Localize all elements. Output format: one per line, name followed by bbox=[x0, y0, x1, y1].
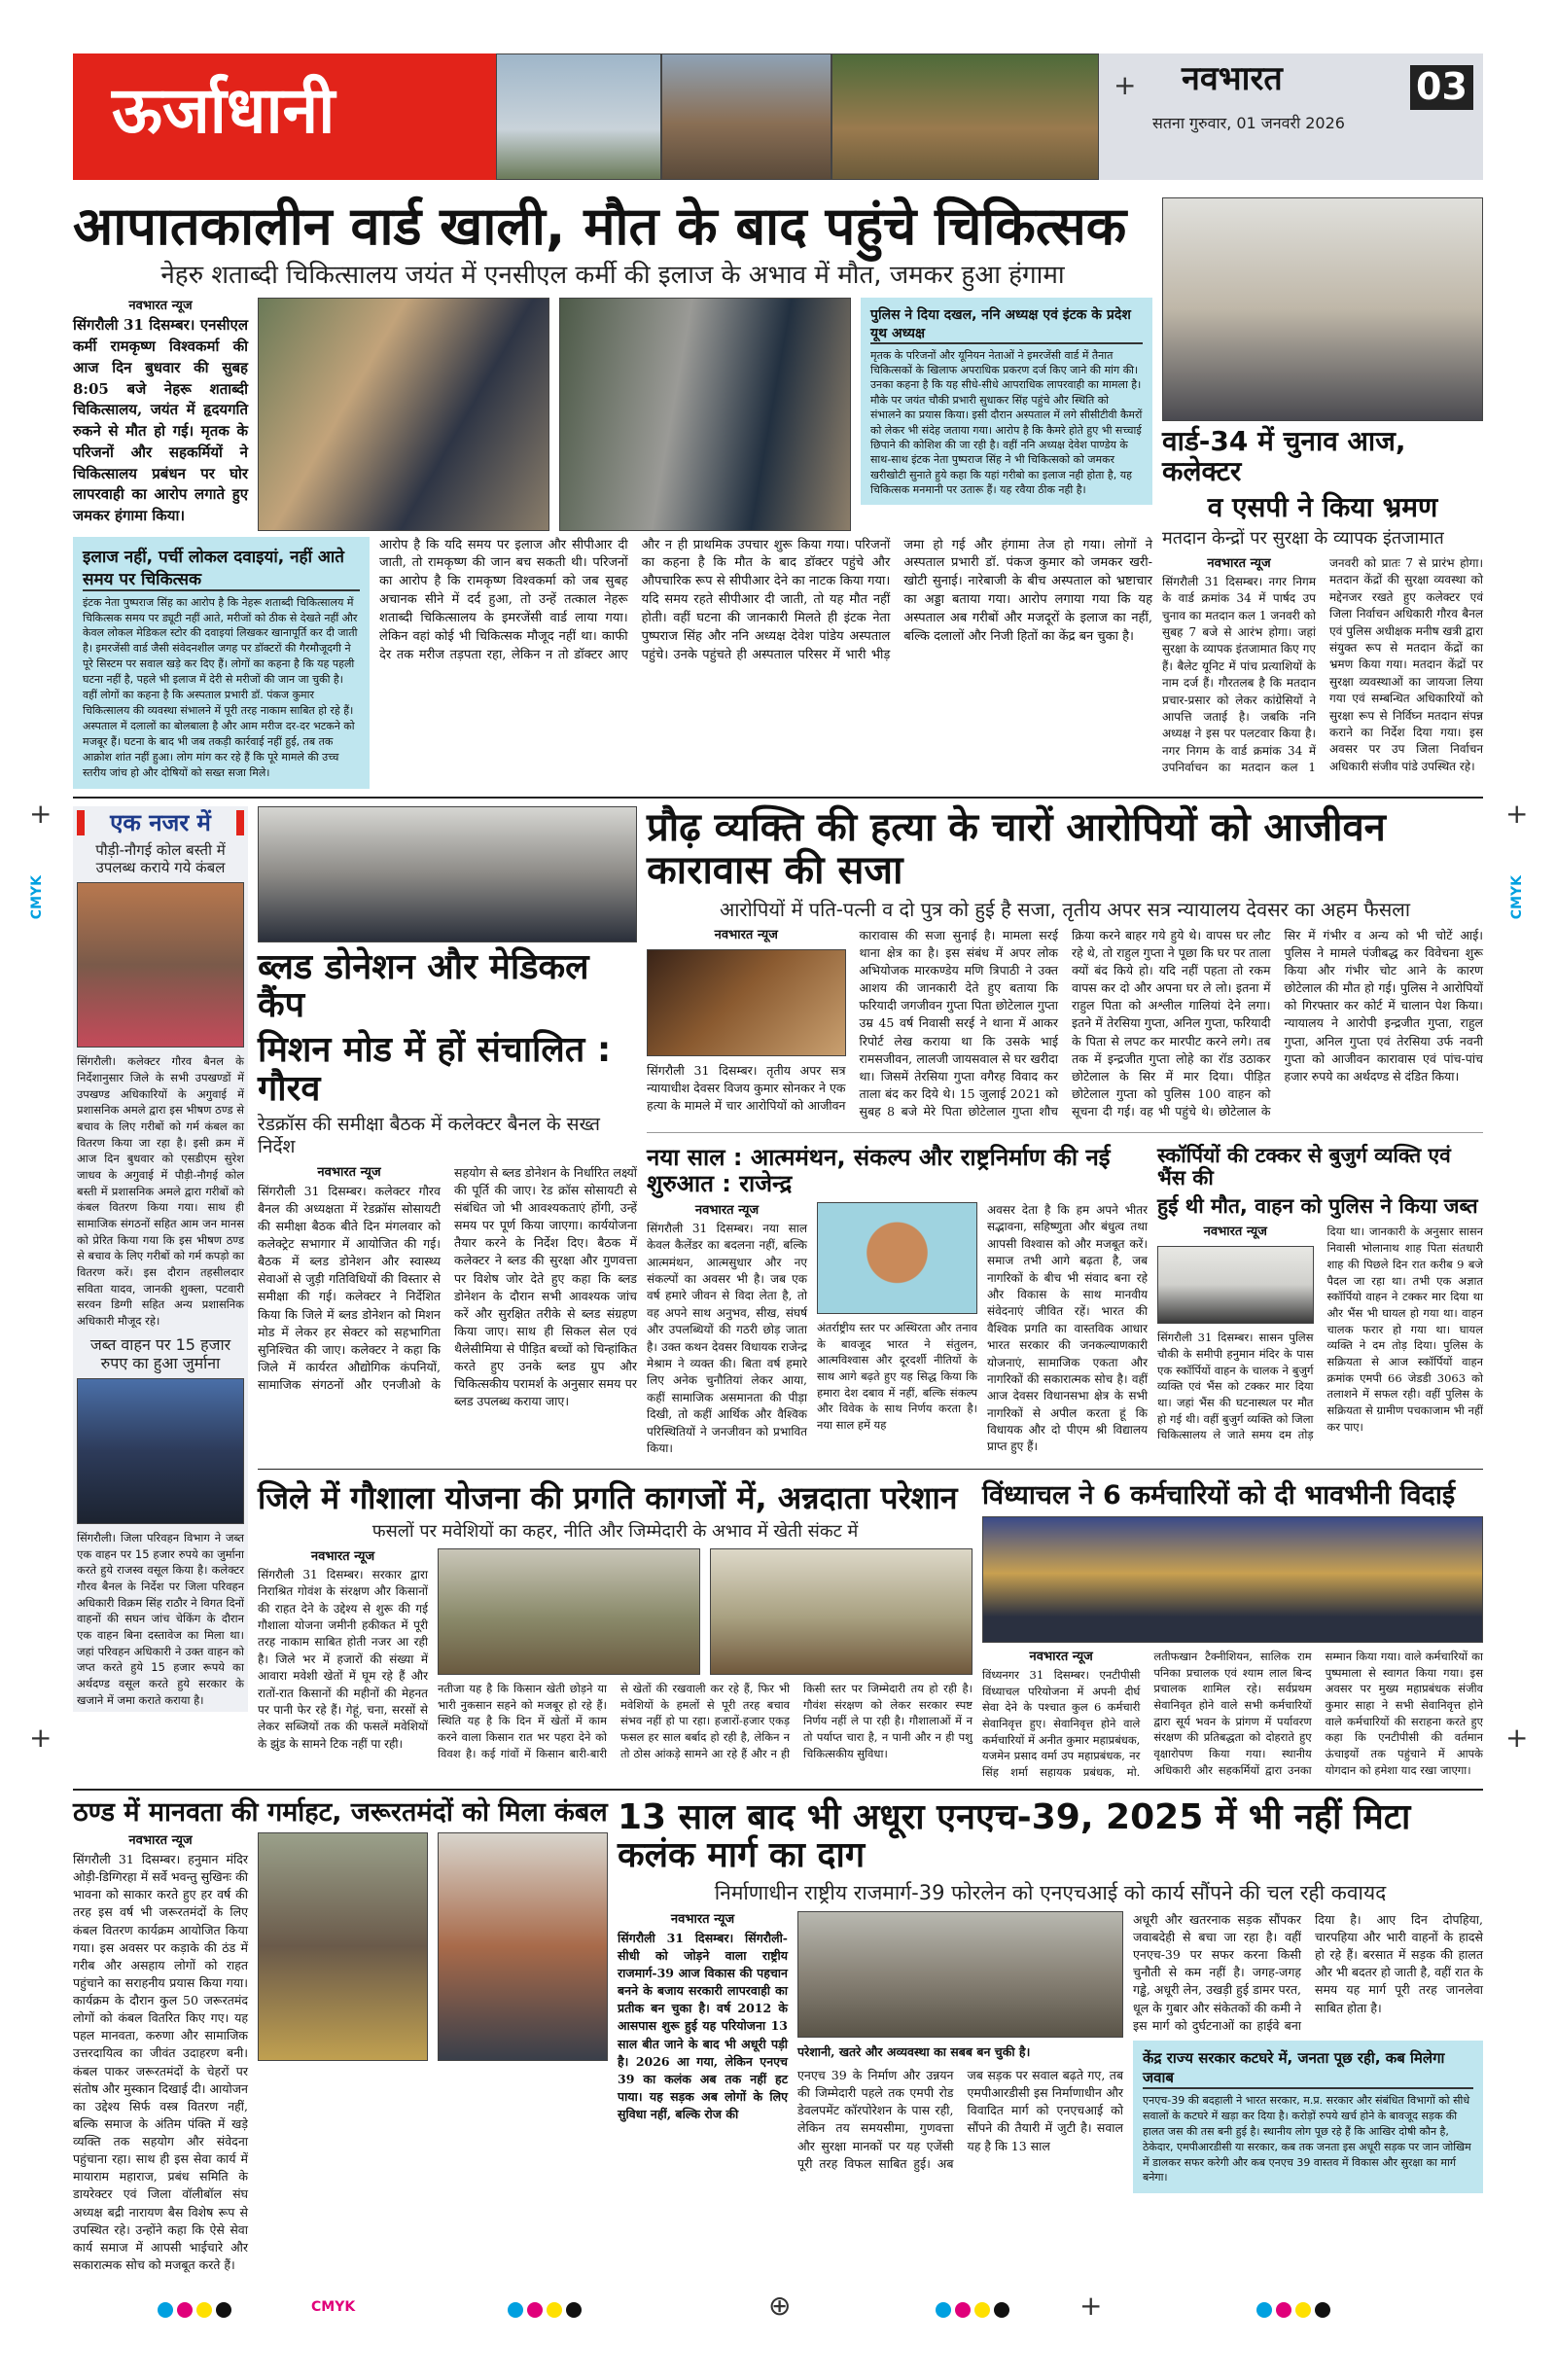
registration-mark: + bbox=[29, 798, 53, 830]
vindhyachal-body: नवभारत न्यूज विंध्यनगर 31 दिसम्बर। एनटीपीसी विंध्याचल परियोजना में अपनी दीर्घ सेवा देने के पश्चात कुल 6 कर्मचारी सेवानिवृत्त हुए। सेवानिवृत्त होने वाले कर्मचारियों में अनीत कुमार महाप्रबंधक, यजमेन प्रसाद वर्मा उप महाप्रबंधक, नर सिंह शर्मा सहायक प्रबंधक, मो. लतीफखान टैक्नीशियन, सालिक राम पनिका प्रचालक एवं श्याम लाल बिन्द प्रचालक शामिल रहे। सर्वप्रथम सेवानिवृत होने वाले सभी कर्मचारियों द्वारा सूर्य भवन के प्रांगण में पर्यावरण संरक्षण की प्रतिबद्धता को दोहराते हुए वृक्षारोपण किया गया। स्थानीय अधिकारी और सहकर्मियों द्वारा उनका सम्मान किया गया। वाले कर्मचारियों का पुष्पमाला से स्वागत किया गया। इस अवसर पर मुख्य महाप्रबंधक संजीव कुमार साहा ने सभी सेवानिवृत्त होने वाले कर्मचारियों की सराहना करते हुए कहा कि एनटीपीसी की वर्तमान ऊंचाइयों तक पहुंचाने में आपके योगदान को हमेशा याद रखा जाएगा। bbox=[982, 1649, 1483, 1779]
dateline: सतना गुरुवार, 01 जनवरी 2026 bbox=[1152, 114, 1345, 132]
cold-columns bbox=[73, 1832, 608, 2274]
blanket-photo-2 bbox=[438, 1832, 608, 2061]
nh39-road-photo bbox=[797, 1911, 1123, 2038]
blood-story bbox=[258, 806, 637, 1411]
registration-mark: ⊕ bbox=[768, 2290, 792, 2323]
cmyk-label-right: CMYK bbox=[1509, 875, 1525, 920]
nh39-right bbox=[1133, 1911, 1483, 2194]
vindhyachal-story bbox=[982, 1481, 1483, 1780]
nh39-body-mid: एनएच 39 के निर्माण और उन्नयन की जिम्मेदारी पहले तक एमपी रोड डेवलपमेंट कॉरपोरेशन के पास रही, लेकिन तय समयसीमा, गुणवत्ता और सुरक्षा मानकों पर यह एजेंसी पूरी तरह विफल साबित हुई। अब जब सड़क पर सवाल बढ़ते गए, तब एमपीआरडीसी इस निर्माणाधीन और विवादित मार्ग को एनएचआई को सौंपने की तैयारी में जुटी है। सवाल यह है कि 13 साल bbox=[797, 2068, 1123, 2171]
meeting-photo bbox=[258, 806, 637, 942]
gaushala-story bbox=[258, 1481, 972, 1761]
newyear-photo-caption: अंतर्राष्ट्रीय स्तर पर अस्थिरता और तनाव के बावजूद भारत ने संतुलन, आत्मविश्वास और दूरदर्शी नीतियों के साथ आगे बढ़ते हुए यह सिद्ध किया कि हमारा देश दबाव में नहीं, बल्कि संकल्प और विवेक के साथ निर्णय करता है। नया साल हमें यह bbox=[817, 1320, 977, 1433]
newyear-scorpio-row bbox=[647, 1145, 1483, 1457]
murder-subhead: आरोपियों में पति-पत्नी व दो पुत्र को हुई है सजा, तृतीय अपर सत्र न्यायालय देवसर का अहम फैसला bbox=[719, 897, 1410, 921]
ward34-subhead: मतदान केन्द्रों पर सुरक्षा के व्यापक इंतजामात bbox=[1162, 528, 1444, 550]
registration-mark: + bbox=[1114, 69, 1137, 101]
newyear-headline: नया साल : आत्ममंथन, संकल्प और राष्ट्रनिर्माण की नई शुरुआत : राजेन्द्र bbox=[647, 1144, 1111, 1197]
color-dots bbox=[934, 2302, 1011, 2322]
gaushala-headline: जिले में गौशाला योजना की प्रगति कागजों में, अन्नदाता परेशान bbox=[258, 1479, 958, 1517]
newyear-body-right: अवसर देता है कि हम अपने भीतर सद्भावना, सहिष्णुता और बंधुत्व तथा आपसी विश्वास को और मजबूत करें। समाज तभी आगे बढ़ता है, जब नागरिकों के बीच भी संवाद बना रहे और विकास के साथ मानवीय संवेदनाएं जीवित रहें। भारत की वैश्विक प्रगति का वास्तविक आधार भारत सरकार की जनकल्याणकारी योजनाएं, सामाजिक एकता और नागरिकों की सकारात्मक सोच है। वहीं आज देवसर विधानसभा क्षेत्र के सभी नागरिकों से अपील करता हूं कि विधायक और दो पीएम श्री विद्यालय प्राप्त हुए हैं। bbox=[987, 1202, 1148, 1454]
registration-mark: + bbox=[1505, 1722, 1529, 1754]
sidebar-item1-text: सिंगरौली। कलेक्टर गौरव बैनल के निर्देशानुसार जिले के सभी उपखण्डों में उपखण्ड अधिकारियों के अगुवाई में प्रशासनिक अमले द्वारा इस भीषण ठण्ड से बचाव के लिए गरीबों को गर्म कंबल का वितरण किया जा रहा है। इसी क्रम में आज दिन बुधवार को एसडीएम सुरेश जाधव के अगुवाई में पौड़ी-नौगई कोल बस्ती में प्रशासनिक अमले द्वारा गरीबों को कंबल वितरण किया गया। साथ ही सामाजिक संगठनों सहित आम जन मानस को प्रेरित किया गया कि इस भीषण ठण्ड से बचाव के लिए गरीबों को गर्म कपड़ो का वितरण करें। इस दौरान तहसीलदार सविता यादव, जानकी शुक्ला, पटवारी सरवन डिग्गी सहित अन्य प्रशासनिक अधिकारी मौजूद रहे। bbox=[77, 1054, 244, 1328]
lead-intro: नवभारत न्यूज सिंगरौली 31 दिसम्बर। एनसीएल कर्मी रामकृष्ण विश्वकर्मा की आज दिन बुधवार की सुबह 8:05 बजे नेहरू शताब्दी चिकित्सालय, जयंत में हृदयगति रुकने से मौत हो गई। मृतक के परिजनों और सहकर्मियों ने चिकित्सालय प्रबंधन पर घोर लापरवाही का आरोप लगाते हुए जमकर हंगामा किया। bbox=[73, 298, 248, 525]
divider bbox=[73, 797, 1483, 799]
middle-lower bbox=[258, 1481, 1483, 1780]
ward34-headline-1: वार्ड-34 में चुनाव आज, कलेक्टर bbox=[1162, 425, 1406, 487]
nh39-story bbox=[618, 1798, 1483, 2194]
gavel-photo bbox=[647, 949, 846, 1056]
middle-upper bbox=[258, 806, 1483, 1457]
gaushala-columns bbox=[258, 1548, 972, 1761]
scorpio-body: नवभारत न्यूज सिंगरौली 31 दिसम्बर। सासन पुलिस चौकी के समीपी हनुमान मंदिर के पास एक स्कॉर्पियों वाहन के चालक ने बुजुर्ग व्यक्ति एवं भैंस को टक्कर मार दिया था। जहां भैंस की घटनास्थल पर मौत हो गई थी। वहीं बुजुर्ग व्यक्ति को जिला चिकित्सालय ले जाते समय दम तोड़ दिया था। जानकारी के अनुसार सासन निवासी भोलानाथ शाह पिता संतधारी शाह की पिछले दिन रात करीब 9 बजे पैदल जा रहा था। तभी एक अज्ञात स्कॉर्पियो वाहन ने टक्कर मार दिया था और भैंस भी घायल हो गया था। वाहन चालक फरार हो गया था। घायल व्यक्ति ने दम तोड़ दिया। पुलिस के सक्रियता से आज स्कॉर्पियों वाहन क्रमांक एमपी 66 जेडडी 3063 को तलाशने में सफल रही। वहीं पुलिस के सक्रियता से ग्रामीण पचकाजाम भी नहीं कर पाए। bbox=[1157, 1225, 1483, 1442]
nh39-body-left: नवभारत न्यूज सिंगरौली 31 दिसम्बर। सिंगरौली-सीधी को जोड़ने वाला राष्ट्रीय राजमार्ग-39 आज विकास की पहचान बनने के बजाय सरकारी लापरवाही का प्रतीक बन चुका है। वर्ष 2012 के आसपास शुरू हुई यह परियोजना 13 साल बीत जाने के बाद भी अधूरी पड़ी है। 2026 आ गया, लेकिन एनएच 39 का कलंक अब तक नहीं हट पाया। यह सड़क अब लोगों के लिए सुविधा नहीं, बल्कि रोज की bbox=[618, 1911, 788, 2121]
nh39-subhead: निर्माणाधीन राष्ट्रीय राजमार्ग-39 फोरलेन को एनएचआई को कार्य सौंपने की चल रही कवायद bbox=[714, 1880, 1387, 1904]
nh39-body-right: अधूरी और खतरनाक सड़क सौंपकर जवाबदेही से बचा जा रहा है। वहीं एनएच-39 पर सफर करना किसी चुनौती से कम नहीं है। जगह-जगह गड्ढे, अधूरी लेन, उखड़ी हुई डामर परत, धूल के गुबार और संकेतकों की कमी ने इस मार्ग को दुर्घटनाओं का हाईवे बना दिया है। आए दिन दोपहिया, चारपहिया और भारी वाहनों के हादसे हो रहे हैं। बरसात में सड़क की हालत और भी बदतर हो जाती है, वहीं रात के समय यह मार्ग पूरी तरह जानलेवा साबित होता है। bbox=[1133, 1911, 1483, 2033]
section-title: ऊर्जाधानी bbox=[112, 72, 336, 148]
registration-mark: + bbox=[1079, 2290, 1103, 2323]
color-dots bbox=[506, 2302, 584, 2322]
scorpio-headline-2: हुई थी मौत, वाहन को पुलिस ने किया जब्त bbox=[1157, 1194, 1478, 1219]
cold-story bbox=[73, 1798, 608, 2275]
scorpio-headline-1: स्कॉर्पियों की टक्कर से बुजुर्ग व्यक्ति एवं भैंस की bbox=[1157, 1144, 1451, 1190]
ward34-headline-2: व एसपी ने किया भ्रमण bbox=[1207, 490, 1438, 523]
cattle-photo-1 bbox=[438, 1548, 700, 1675]
murder-headline: प्रौढ़ व्यक्ति की हत्या के चारों आरोपियों को आजीवन कारावास की सजा bbox=[647, 804, 1386, 893]
blood-headline-1: ब्लड डोनेशन और मेडिकल कैंप bbox=[258, 946, 589, 1026]
right-stories bbox=[647, 806, 1483, 1457]
nh39-mid bbox=[797, 1911, 1123, 2173]
nh39-box: केंद्र राज्य सरकार कटघरे में, जनता पूछ रही, कब मिलेगा जवाब एनएच-39 की बदहाली ने भारत सरकार, म.प्र. सरकार और संबंधित विभागों को सीधे सवालों के कटघरे में खड़ा कर दिया है। करोड़ों रुपये खर्च होने के बावजूद सड़क की हालत जस की तस बनी हुई है। स्थानीय लोग पूछ रहे हैं कि आखिर दोषी कौन है, ठेकेदार, एमपीआरडीसी या सरकार, कब तक जनता इस अधूरी सड़क पर जान जोखिम में डालकर सफर करेगी और कब एनएच 39 वास्तव में विकास और सुरक्षा का मार्ग बनेगा। bbox=[1133, 2041, 1483, 2194]
divider bbox=[647, 1132, 1483, 1133]
lead-subhead: नेहरु शताब्दी चिकित्सालय जयंत में एनसीएल कर्मी की इलाज के अभाव में मौत, जमकर हुआ हंगामा bbox=[160, 261, 1065, 291]
gaushala-body-left: नवभारत न्यूज सिंगरौली 31 दिसम्बर। सरकार द्वारा निराश्रित गोवंश के संरक्षण और किसानों की राहत देने के उद्देश्य से शुरू की गई गौशाला योजना जमीनी हकीकत में पूरी तरह नाकाम साबित होती नजर आ रही है। जिले भर में हजारों की संख्या में आवारा मवेशी खेतों में घूम रहे हैं और रातों-रात किसानों की महीनों की मेहनत पर पानी फेर रहे हैं। गेहूं, चना, सरसों से लेकर सब्जियों तक की फसलें मवेशियों के झुंड के सामने टिक नहीं पा रही। bbox=[258, 1549, 428, 1751]
masthead bbox=[73, 53, 1483, 180]
page-number: 03 bbox=[1410, 65, 1473, 110]
lead-body: आरोप है कि यदि समय पर इलाज और सीपीआर दी जाती, तो रामकृष्ण की जान बच सकती थी। परिजनों का आरोप है कि रामकृष्ण विश्वकर्मा को जब सुबह अचानक सीने में दर्द हुआ, तो उन्हें तत्काल नेहरू शताब्दी चिकित्सालय के इमरजेंसी वार्ड लाया गया। लेकिन वहां कोई भी चिकित्सक मौजूद नहीं था। काफी देर तक मरीज तड़पता रहा, लेकिन न तो डॉक्टर आए और न ही प्राथमिक उपचार शुरू किया गया। परिजनों का कहना है कि मौत के बाद डॉक्टर पहुंचे और औपचारिक रूप से सीपीआर देने का नाटक किया गया। यदि समय रहते सीपीआर दी जाती, तो यह मौत नहीं होती। वहीं घटना की जानकारी मिलते ही इंटक नेता पुष्पराज सिंह और ननि अध्यक्ष देवेश पांडेय अस्पताल पहुंचे। उनके पहुंचते ही अस्पताल परिसर में भारी भीड़ जमा हो गई और हंगामा तेज हो गया। लोगों ने अस्पताल प्रभारी डॉ. पंकज कुमार को जमकर खरी-खोटी सुनाई। नारेबाजी के बीच अस्पताल को भ्रष्टाचार का अड्डा बताया गया। आरोप लगाया गया कि यह अस्पताल अब गरीबों और मजदूरों के इलाज का नहीं, बल्कि दलालों और निजी हितों का केंद्र बन चुका है। bbox=[379, 537, 1152, 662]
color-dots bbox=[156, 2302, 233, 2322]
lead-photo-crowd-2 bbox=[559, 298, 851, 531]
newyear-photo-column bbox=[817, 1202, 977, 1434]
cmyk-label: CMYK bbox=[311, 2299, 356, 2316]
cmyk-label-left: CMYK bbox=[29, 875, 45, 920]
lead-headline: आपातकालीन वार्ड खाली, मौत के बाद पहुंचे चिकित्सक bbox=[73, 195, 1127, 257]
masthead-photo-chimneys bbox=[496, 53, 661, 180]
section-top bbox=[73, 197, 1483, 789]
sidebar-item2-headline: जब्त वाहन पर 15 हजार रुपए का हुआ जुर्माना bbox=[89, 1334, 231, 1372]
sidebar-item2-text: सिंगरौली। जिला परिवहन विभाग ने जब्त एक वाहन पर 15 हजार रुपये का जुर्माना करते हुये राजस्व वसूल किया है। कलेक्टर गौरव बैनल के निर्देश पर जिला परिवहन अधिकारी विक्रम सिंह राठौर ने विगत दिनों वाहनों की सघन जांच चेकिंग के दौरान एक वाहन बिना दस्तावेज का मिला था। जहां परिवहन अधिकारी ने उक्त वाहन को जप्त करते हुये 15 हजार रूपये का अर्थदण्ड वसूल करते हुये सरकार के खजाने में जमा कराते कराया है। bbox=[77, 1531, 244, 1707]
cattle-photos bbox=[438, 1548, 972, 1675]
nh39-headline: 13 साल बाद भी अधूरा एनएच-39, 2025 में भी नहीं मिटा कलंक मार्ग का दाग bbox=[618, 1796, 1411, 1876]
sidebar-item1-photo bbox=[77, 882, 244, 1048]
lead-top-row bbox=[73, 298, 1152, 531]
newyear-story bbox=[647, 1145, 1148, 1457]
murder-body: नवभारत न्यूज सिंगरौली 31 दिसम्बर। तृतीय अपर सत्र न्यायाधीश देवसर विजय कुमार सोनकर ने एक हत्या के मामले में चार आरोपियों को आजीवन कारावास की सजा सुनाई है। मामला सरई थाना क्षेत्र का है। इस संबंध में अपर लोक अभियोजक मारकण्डेय मणि त्रिपाठी ने उक्त आशय की जानकारी देते हुए बताया कि फरियादी जगजीवन गुप्ता पिता छोटेलाल गुप्ता उम्र 45 वर्ष निवासी सरई ने थाना में आकर रिपोर्ट लेख कराया था कि उसके भाई रामसजीवन, लालजी जायसवाल से घर खरीदा था। जिसमें तेरसिया गुप्ता वगैरह विवाद कर ताला बंद कर दिये थे। 15 जुलाई 2021 को सुबह 8 बजे मेरे पिता छोटेलाल गुप्ता शौच क्रिया करने बाहर गये हुये थे। वापस घर लौट रहे थे, तो राहुल गुप्ता ने पूछा कि घर पर ताला क्यों बंद किये हो। यदि नहीं पहता तो रकम वापस कर दो और अपना घर ले लो। इतना में राहुल पिता को अश्लील गालियां देने लगा। इतने में तेरसिया गुप्ता, अनिल गुप्ता, फरियादी के पिता से लपट कर मारपीट करने लगे। तब तक में इन्द्रजीत गुप्ता लोहे का रॉड उठाकर छोटेलाल के सिर में मार दिया। पीड़ित छोटेलाल गुप्ता को पुलिस 100 वाहन को सूचना दी गई। वह भी पहुंचे थे। छोटेलाल के सिर में गंभीर व अन्य को भी चोटें आई। पुलिस ने मामले पंजीबद्ध कर विवेचना शुरू किया और गंभीर चोट आने के कारण छोटेलाल की मौत हो गई। पुलिस ने आरोपियों को गिरफ्तार कर कोर्ट में चालान पेश किया। न्यायालय ने आरोपी इन्द्रजीत गुप्ता, राहुल गुप्ता, अनिल गुप्ता एवं तेरसिया उर्फ नवनी गुप्ता को आजीवन कारावास एवं पांच-पांच हजार रुपये का अर्थदण्ड से दंडित किया। bbox=[647, 927, 1483, 1119]
masthead-photo-monument bbox=[661, 53, 831, 180]
cold-body: नवभारत न्यूज सिंगरौली 31 दिसम्बर। हनुमान मंदिर ओड़ी-डिग्गिरहा में सर्वे भवन्तु सुखिनः की भावना को साकार करते हुए हर वर्ष की तरह इस वर्ष भी जरूरतमंदों के लिए कंबल वितरण कार्यक्रम आयोजित किया गया। इस अवसर पर कड़ाके की ठंड में गरीब और असहाय लोगों को राहत पहुंचाने का सराहनीय प्रयास किया गया। कार्यक्रम के दौरान कुल 50 जरूरतमंद लोगों को कंबल वितरित किए गए। यह पहल मानवता, करुणा और सामाजिक उत्तरदायित्व का जीवंत उदाहरण बनी। कंबल पाकर जरूरतमंदों के चेहरों पर संतोष और मुस्कान दिखाई दी। आयोजन का उद्देश्य सिर्फ वस्त्र वितरण नहीं, बल्कि समाज के अंतिम पंक्ति में खड़े व्यक्ति तक सहयोग और संवेदना पहुंचाना रहा। साथ ही इस सेवा कार्य में मायाराम महाराज, प्रबंध समिति के डायरेक्टर एवं जिला वॉलीबॉल संघ अध्यक्ष बद्री नारायण बैस विशेष रूप से उपस्थित रहे। उन्होंने कहा कि ऐसे सेवा कार्य समाज में आपसी भाईचारे और सकारात्मक सोच को मजबूत करते हैं। bbox=[73, 1833, 248, 2272]
scorpio-photo bbox=[1157, 1246, 1314, 1324]
lead-bottom-row bbox=[73, 537, 1152, 789]
registration-mark: + bbox=[1505, 798, 1529, 830]
cold-headline: ठण्ड में मानवता की गर्माहट, जरूरतमंदों को मिला कंबल bbox=[73, 1796, 608, 1828]
gaushala-subhead: फसलों पर मवेशियों का कहर, नीति और जिम्मेदारी के अभाव में खेती संकट में bbox=[371, 1521, 859, 1543]
paper-name: नवभारत bbox=[1182, 59, 1283, 98]
section-logo bbox=[73, 53, 496, 180]
section-middle bbox=[73, 806, 1483, 1781]
police-box: पुलिस ने दिया दखल, ननि अध्यक्ष एवं इंटक के प्रदेश यूथ अध्यक्ष मृतक के परिजनों और यूनियन नेताओं ने इमरजेंसी वार्ड में तैनात चिकित्सकों के खिलाफ अपराधिक प्रकरण दर्ज किए जाने की मांग की। उनका कहना है कि यह सीधे-सीधे आपराधिक लापरवाही का मामला है। मौके पर जयंत चौकी प्रभारी सुधाकर सिंह पहुंचे और स्थिति को संभालने का प्रयास किया। इसी दौरान अस्पताल में लगे सीसीटीवी कैमरों को लेकर भी संदेह जताया गया। आरोप है कि कैमरे होते हुए भी सच्चाई छिपाने की कोशिश की जा रही है। वहीं ननि अध्यक्ष देवेश पाण्डेय के साथ-साथ इंटक नेता पुष्पराज सिंह ने भी चिकित्सको को जमकर खरीखोटी सुनाते हुये कहा कि यहां गरीबो का इलाज नही होता है, यह चिकित्सक मनमानी पर उतारू हैं। यह रवैया ठीक नही है। bbox=[861, 298, 1152, 506]
color-dots bbox=[1255, 2302, 1332, 2322]
masthead-photo-deer bbox=[831, 53, 1099, 180]
nh39-columns bbox=[618, 1911, 1483, 2194]
mla-portrait bbox=[817, 1202, 977, 1314]
sidebar-item2-photo bbox=[77, 1378, 244, 1524]
gaushala-body-right: नतीजा यह है कि किसान खेती छोड़ने या भारी नुकसान सहने को मजबूर हो रहे हैं। स्थिति यह है कि दिन में खेतों में काम करने वाला किसान रात भर पहरा देने को विवश है। कई गांवों में किसान बारी-बारी से खेतों की रखवाली कर रहे हैं, फिर भी मवेशियों के हमलों से पूरी तरह बचाव संभव नहीं हो पा रहा। हजारों-हजार एकड़ फसल हर साल बर्बाद हो रही है, लेकिन न तो ठोस आंकड़े सामने आ रहे हैं और न ही किसी स्तर पर जिम्मेदारी तय हो रही है। गौवंश संरक्षण को लेकर सरकार स्पष्ट निर्णय नहीं ले पा रही है। गौशालाओं में न तो पर्याप्त चारा है, न पानी और न ही पशु चिकित्सकीय सुविधा। bbox=[438, 1682, 972, 1760]
nh39-photo-caption: परेशानी, खतरे और अव्यवस्था का सबब बन चुकी है। bbox=[797, 2043, 1031, 2059]
ward34-story bbox=[1162, 197, 1483, 777]
divider bbox=[258, 1469, 1483, 1470]
middle-main bbox=[258, 806, 1483, 1781]
newyear-columns bbox=[647, 1202, 1148, 1457]
blood-body: नवभारत न्यूज सिंगरौली 31 दिसम्बर। कलेक्टर गौरव बैनल की अध्यक्षता में रेडक्रॉस सोसायटी की समीक्षा बैठक बीते दिन मंगलवार को कलेक्ट्रेट सभागार में आयोजित की गई। बैठक में ब्लड डोनेशन और स्वास्थ्य सेवाओं से जुड़ी गतिविधियों की विस्तार से समीक्षा की गई। कलेक्टर ने निर्देशित किया कि जिले में ब्लड डोनेशन को मिशन मोड में लेकर हर सेक्टर को सहभागिता सुनिश्चित की जाए। कलेक्टर ने कहा कि जिले में कार्यरत औद्योगिक कंपनियों, सामाजिक संगठनों और एनजीओ के सहयोग से ब्लड डोनेशन के निर्धारित लक्ष्यों की पूर्ति की जाए। रेड क्रॉस सोसायटी से संबंधित जो भी आवश्यकताएं होंगी, उन्हें समय पर पूर्ण किया जाएगा। कार्ययोजना तैयार करने के निर्देश दिए। बैठक में कलेक्टर ने ब्लड की सुरक्षा और गुणवत्ता पर विशेष जोर देते हुए कहा कि ब्लड डोनेशन के दौरान सभी आवश्यक जांच करें और सुरक्षित तरीके से ब्लड संग्रहण किया जाए। साथ ही सिकल सेल एवं थैलेसीमिया से पीड़ित बच्चों को चिन्हांकित करते हुए उनके ब्लड ग्रुप और चिकित्सकीय परामर्श के अनुसार समय पर ब्लड उपलब्ध कराया जाए। bbox=[258, 1164, 637, 1409]
section-bottom bbox=[73, 1798, 1483, 2275]
scorpio-story bbox=[1157, 1145, 1483, 1443]
blood-headline-2: मिशन मोड में हों संचालित : गौरव bbox=[258, 1030, 612, 1109]
sidebar-item1-headline: पौड़ी-नौगई कोल बस्ती में उपलब्ध कराये गये कंबल bbox=[95, 841, 226, 877]
vindhyachal-headline: विंध्याचल ने 6 कर्मचारियों को दी भावभीनी विदाई bbox=[982, 1480, 1456, 1511]
gaushala-right bbox=[438, 1548, 972, 1761]
lead-story bbox=[73, 197, 1152, 789]
sidebar-at-a-glance bbox=[73, 806, 248, 1713]
farewell-group-photo bbox=[982, 1516, 1483, 1643]
blood-subhead: रेडक्रॉस की समीक्षा बैठक में कलेक्टर बैनल के सख्त निर्देश bbox=[258, 1114, 600, 1157]
cattle-photo-2 bbox=[710, 1548, 972, 1675]
lead-photo-crowd-1 bbox=[258, 298, 549, 531]
sidebar-title: एक नजर में bbox=[77, 810, 244, 835]
ward34-photo bbox=[1162, 197, 1483, 421]
registration-mark: + bbox=[29, 1722, 53, 1754]
ward34-body: नवभारत न्यूज सिंगरौली 31 दिसम्बर। नगर निगम के वार्ड क्रमांक 34 में पार्षद उप चुनाव का मतदान कल 1 जनवरी को सुबह 7 बजे से आरंभ होगा। जहां सुरक्षा के व्यापक इंतजामात किए गए हैं। बैलेट यूनिट में पांच प्रत्याशियों के नाम दर्ज हैं। गौरतलब है कि मतदान प्रचार-प्रसार को लेकर कांग्रेसियों ने आपत्ति जताई है। जबकि ननि अध्यक्ष ने इस पर पलटवार किया है। नगर निगम के वार्ड क्रमांक 34 में उपनिर्वाचन का मतदान कल 1 जनवरी को प्रातः 7 से प्रारंभ होगा। मतदान केंद्रों की सुरक्षा व्यवस्था को मद्देनजर रखते हुए कलेक्टर एवं जिला निर्वाचन अधिकारी गौरव बैनल एवं पुलिस अधीक्षक मनीष खत्री द्वारा संयुक्त रूप से मतदान केंद्रों का भ्रमण किया गया। मतदान केंद्रों पर सुरक्षा व्यवस्थाओं का जायजा लिया गया एवं सम्बन्धित अधिकारियों को सुरक्षा रूप से निर्विघ्न मतदान संपन्न कराने का निर्देश दिया गया। इस अवसर पर उप जिला निर्वाचन अधिकारी संजीव पांडे उपस्थित रहे। bbox=[1162, 555, 1483, 775]
lead-box-treatment: इलाज नहीं, पर्ची लोकल दवाइयां, नहीं आते समय पर चिकित्सक इंटक नेता पुष्पराज सिंह का आरोप है कि नेहरू शताब्दी चिकित्सालय में चिकित्सक समय पर ड्यूटी नहीं आते, मरीजों को ठीक से देखते नहीं और केवल लोकल मेडिकल स्टोर की दवाइयां लिखकर खानापूर्ति कर दी जाती है। इमरजेंसी वार्ड जैसी संवेदनशील जगह पर डॉक्टरों की गैरमौजूदगी ने पूरे सिस्टम पर सवाल खड़े कर दिए हैं। लोगों का कहना है कि यह पहली घटना नहीं है, पहले भी इलाज में देरी से मरीजों की जान जा चुकी है। वहीं लोगों का कहना है कि अस्पताल प्रभारी डॉ. पंकज कुमार चिकित्सालय की व्यवस्था संभालने में पूरी तरह नाकाम साबित हो रहे हैं। अस्पताल में दलालों का बोलबाला है और आम मरीज दर-दर भटकने को मजबूर हैं। घटना के बाद भी जब तकड़ी कार्रवाई नहीं हुई, तब तक आक्रोश शांत नहीं हुआ। लोग मांग कर रहे हैं कि पूरे मामले की उच्च स्तरीय जांच हो और दोषियों को सख्त सजा मिले। bbox=[73, 537, 370, 789]
divider bbox=[73, 1789, 1483, 1791]
blanket-photo-1 bbox=[258, 1832, 428, 2061]
print-marks bbox=[73, 2288, 1483, 2336]
newyear-body-left: नवभारत न्यूज सिंगरौली 31 दिसम्बर। नया साल केवल कैलेंडर का बदलना नहीं, बल्कि आत्ममंथन, आत्मसुधार और नए संकल्पों का अवसर भी है। जब एक वर्ष हमारे जीवन से विदा लेता है, तो वह अपने साथ अनुभव, सीख, संघर्ष और उपलब्धियों की गठरी छोड़ जाता है। उक्त कथन देवसर विधायक राजेन्द्र मेश्राम ने व्यक्त की। बिता वर्ष हमारे लिए अनेक चुनौतियां लेकर आया, कहीं सामाजिक असमानता की पीड़ा दिखी, तो कहीं आर्थिक और वैश्विक परिस्थितियों ने जनजीवन को प्रभावित किया। bbox=[647, 1202, 807, 1455]
